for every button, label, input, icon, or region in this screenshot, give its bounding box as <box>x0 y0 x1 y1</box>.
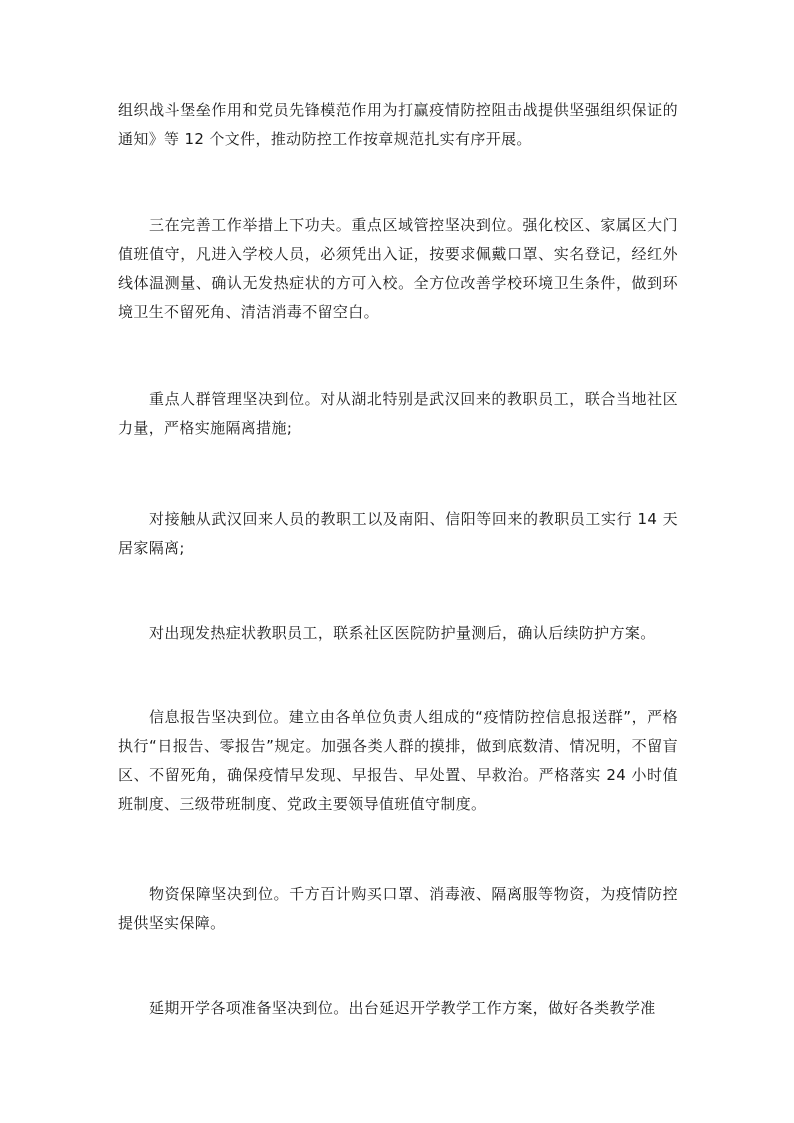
paragraph-3: 重点人群管理坚决到位。对从湖北特别是武汉回来的教职员工，联合当地社区力量，严格实施隔离措施; <box>118 390 678 437</box>
paragraph-7: 物资保障坚决到位。千方百计购买口罩、消毒液、隔离服等物资，为疫情防控提供坚实保障。 <box>118 885 678 932</box>
paragraph-1: 组织战斗堡垒作用和党员先锋模范作用为打赢疫情防控阻击战提供坚强组织保证的通知》等 12 个文件，推动防控工作按章规范扎实有序开展。 <box>118 101 678 148</box>
paragraph-4: 对接触从武汉回来人员的教职工以及南阳、信阳等回来的教职员工实行 14 天居家隔离; <box>118 510 678 557</box>
paragraph-2: 三在完善工作举措上下功夫。重点区域管控坚决到位。强化校区、家属区大门值班值守，凡进入学校人员，必须凭出入证，按要求佩戴口罩、实名登记，经红外线体温测量、确认无发热症状的方可入校。全方位改善学校环境卫生条件，做到环境卫生不留死角、清洁消毒不留空白。 <box>118 216 678 321</box>
paragraph-8: 延期开学各项准备坚决到位。出台延迟开学教学工作方案，做好各类教学准 <box>149 999 656 1017</box>
paragraph-5: 对出现发热症状教职员工，联系社区医院防护量测后，确认后续防护方案。 <box>149 624 656 642</box>
paragraph-6: 信息报告坚决到位。建立由各单位负责人组成的“疫情防控信息报送群”，严格执行“日报告、零报告”规定。加强各类人群的摸排，做到底数清、情况明，不留盲区、不留死角，确保疫情早发现、早报告、早处置、早救治。严格落实 24 小时值班制度、三级带班制度、党政主要领导值班值守制度。 <box>118 708 678 813</box>
